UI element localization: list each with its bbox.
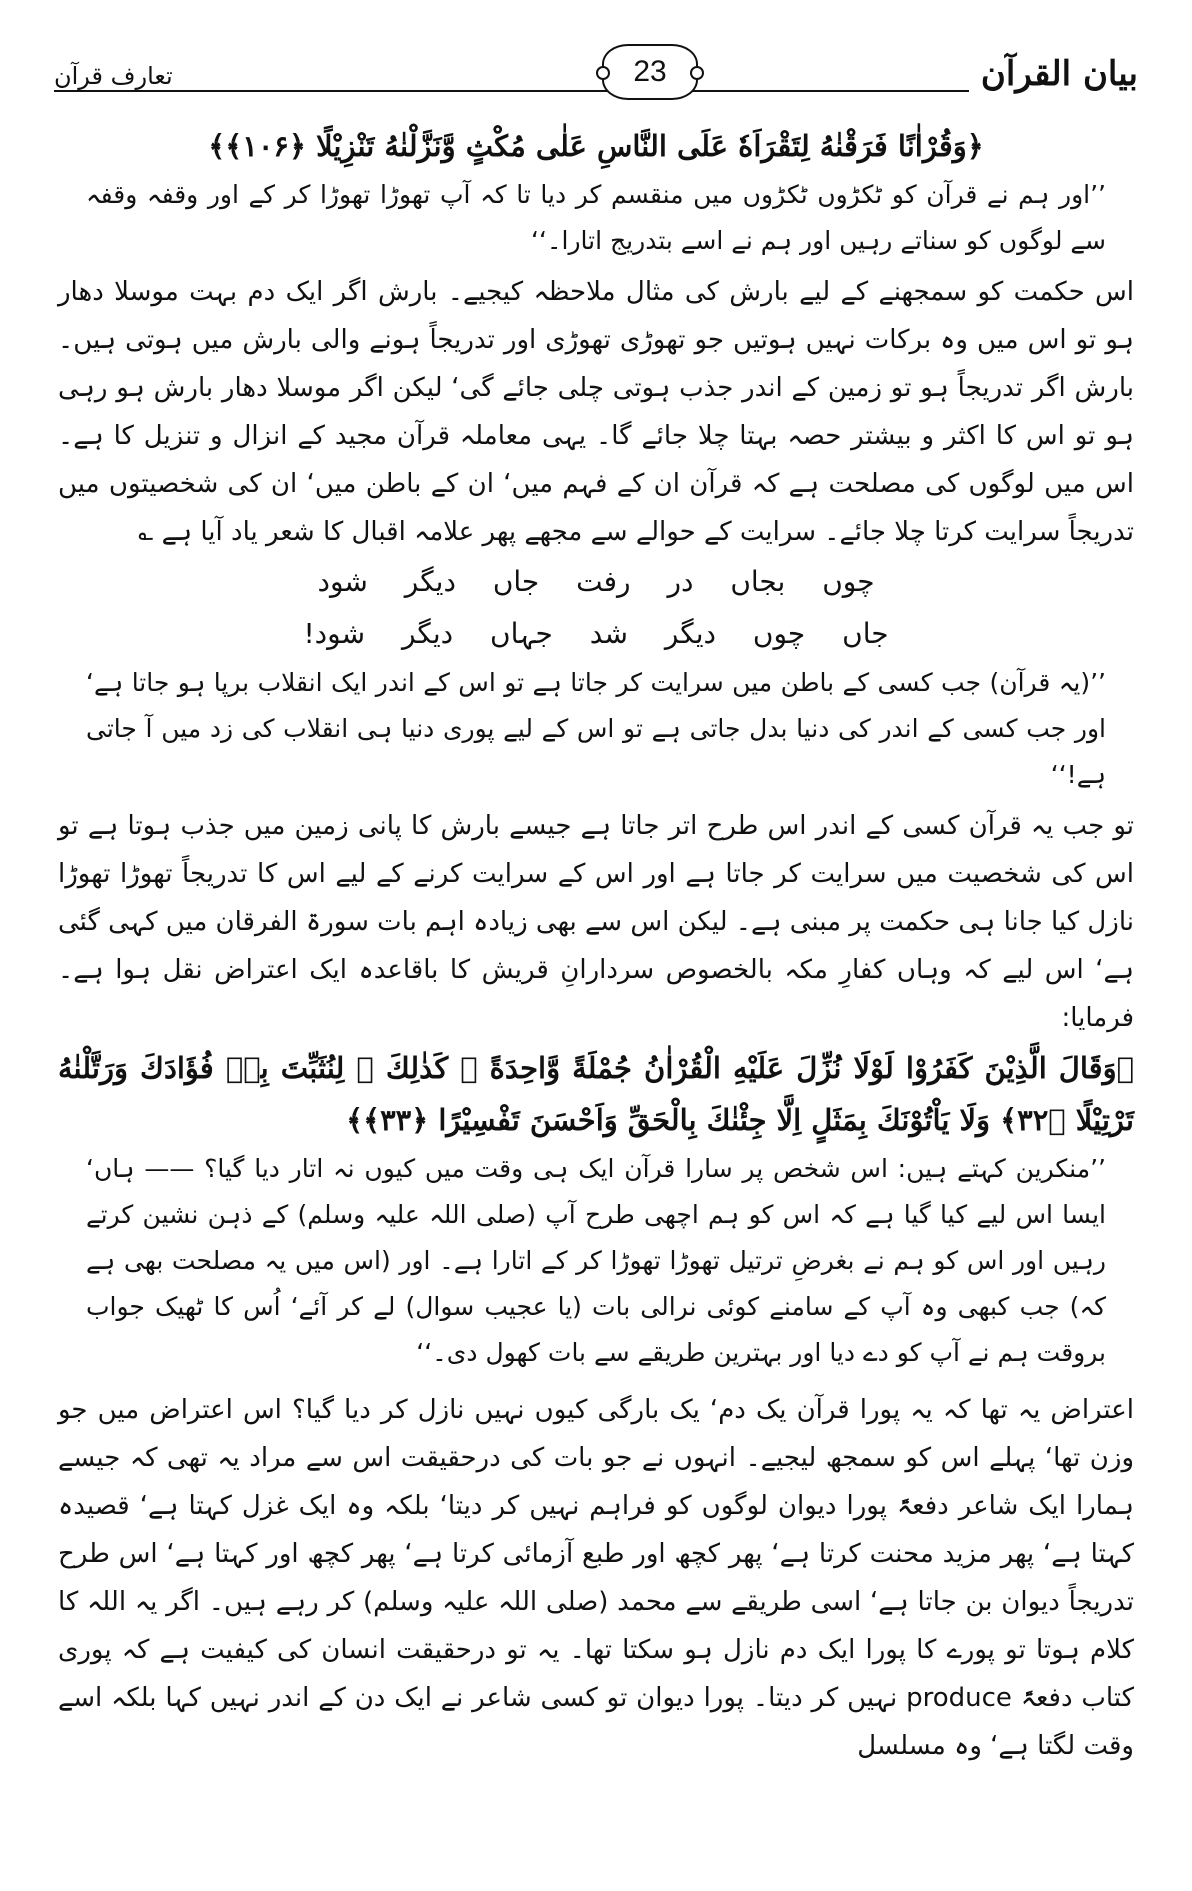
book-title: بیان القرآن xyxy=(969,54,1138,94)
page-number: 23 xyxy=(602,44,698,100)
page-body xyxy=(58,120,1134,1770)
quran-verse-2: ﴿وَقَالَ الَّذِيْنَ كَفَرُوْا لَوْلَا نُزِّلَ عَلَيْهِ الْقُرْاٰنُ جُمْلَةً وَّاحِدَةً ۚ كَذٰلِكَ ۚ لِنُثَبِّتَ بِهٖ فُؤَادَكَ وَرَتَّلْنٰهُ تَرْتِيْلًا ﴿۳۲﴾ وَلَا يَاْتُوْنَكَ بِمَثَلٍ اِلَّا جِئْنٰكَ بِالْحَقِّ وَاَحْسَنَ تَفْسِيْرًا ﴿۳۳﴾﴾ xyxy=(58,1051,1134,1137)
translation-quote-1: ’’اور ہم نے قرآن کو ٹکڑوں ٹکڑوں میں منقسم کر دیا تا کہ آپ تھوڑا تھوڑا کر کے اور وقفہ وقفہ سے لوگوں کو سناتے رہیں اور ہم نے اسے بتدریج اتارا۔‘‘ xyxy=(86,180,1106,255)
poetry-line-1: چوں بجاں در رفت جاں دیگر شود xyxy=(317,565,875,598)
paragraph-2: تو جب یہ قرآن کسی کے اندر اس طرح اتر جاتا ہے جیسے بارش کا پانی زمین میں جذب ہوتا ہے تو اس کی شخصیت میں سرایت کر جاتا ہے اور اس کے سرایت کرنے کے لیے اس کا تدریجاً تھوڑا تھوڑا نازل کیا جانا ہی حکمت پر مبنی ہے۔ لیکن اس سے بھی زیادہ اہم بات سورۃ الفرقان میں کہی گئی ہے‘ اس لیے کہ وہاں کفارِ مکہ بالخصوص سردارانِ قریش کا باقاعدہ ایک اعتراض نقل ہوا ہے۔ فرمایا: xyxy=(58,811,1134,1033)
page-header xyxy=(54,52,1138,112)
translation-quote-3: ’’منکرین کہتے ہیں: اس شخص پر سارا قرآن ایک ہی وقت میں کیوں نہ اتار دیا گیا؟ —— ہاں‘ ایسا اس لیے کیا گیا ہے کہ اس کو ہم اچھی طرح آپ (صلی اللہ علیہ وسلم) کے ذہن نشین کرتے رہیں اور اس کو ہم نے بغرضِ ترتیل تھوڑا تھوڑا کر کے اتارا ہے۔ اور (اس میں یہ مصلحت بھی ہے کہ) جب کبھی وہ آپ کے سامنے کوئی نرالی بات (یا عجیب سوال) لے کر آئے‘ اُس کا ٹھیک جواب بروقت ہم نے آپ کو دے دیا اور بہترین طریقے سے بات کھول دی۔‘‘ xyxy=(86,1154,1106,1367)
quran-verse-1: ﴿وَقُرْاٰنًا فَرَقْنٰهُ لِتَقْرَاَهٗ عَلَى النَّاسِ عَلٰى مُكْثٍ وَّنَزَّلْنٰهُ تَنْزِيْلًا ﴿۱۰۶﴾﴾ xyxy=(208,129,984,163)
chapter-title: تعارف قرآن xyxy=(54,62,185,90)
paragraph-3: اعتراض یہ تھا کہ یہ پورا قرآن یک دم‘ یک بارگی کیوں نہیں نازل کر دیا گیا؟ اس اعتراض میں جو وزن تھا‘ پہلے اس کو سمجھ لیجیے۔ انہوں نے جو بات کی درحقیقت اس سے مراد یہ تھی کہ جیسے ہمارا ایک شاعر دفعۃً پورا دیوان لوگوں کو فراہم نہیں کر دیتا‘ بلکہ وہ ایک غزل کہتا ہے‘ قصیدہ کہتا ہے‘ پھر مزید محنت کرتا ہے‘ پھر کچھ اور طبع آزمائی کرتا ہے‘ پھر کچھ اور کہتا ہے‘ اس طرح تدریجاً دیوان بن جاتا ہے‘ اسی طریقے سے محمد (صلی اللہ علیہ وسلم) کر رہے ہیں۔ اگر یہ اللہ کا کلام ہوتا تو پورے کا پورا ایک دم نازل ہو سکتا تھا۔ یہ تو درحقیقت انسان کی کیفیت ہے کہ پوری کتاب دفعۃً produce نہیں کر دیتا۔ پورا دیوان تو کسی شاعر نے ایک دن کے اندر نہیں کہا بلکہ اسے وقت لگتا ہے‘ وہ مسلسل xyxy=(58,1395,1134,1761)
translation-quote-2: ’’(یہ قرآن) جب کسی کے باطن میں سرایت کر جاتا ہے تو اس کے اندر ایک انقلاب برپا ہو جاتا ہے‘ اور جب کسی کے اندر کی دنیا بدل جاتی ہے تو اس کے لیے پوری دنیا ہی انقلاب کی زد میں آ جاتی ہے!‘‘ xyxy=(86,668,1106,789)
paragraph-1: اس حکمت کو سمجھنے کے لیے بارش کی مثال ملاحظہ کیجیے۔ بارش اگر ایک دم بہت موسلا دھار ہو تو اس میں وہ برکات نہیں ہوتیں جو تھوڑی تھوڑی اور تدریجاً ہونے والی بارش میں ہوتی ہیں۔ بارش اگر تدریجاً ہو تو زمین کے اندر جذب ہوتی چلی جائے گی‘ لیکن اگر موسلا دھار بارش ہو رہی ہو تو اس کا اکثر و بیشتر حصہ بہتا چلا جائے گا۔ یہی معاملہ قرآن مجید کے انزال و تنزیل کا ہے۔ اس میں لوگوں کی مصلحت ہے کہ قرآن ان کے فہم میں‘ ان کے باطن میں‘ ان کی شخصیتوں میں تدریجاً سرایت کرتا چلا جائے۔ سرایت کے حوالے سے مجھے پھر علامہ اقبال کا شعر یاد آیا ہے ؎ xyxy=(58,277,1134,547)
poetry-line-2: جاں چوں دیگر شد جہاں دیگر شود! xyxy=(303,617,889,650)
